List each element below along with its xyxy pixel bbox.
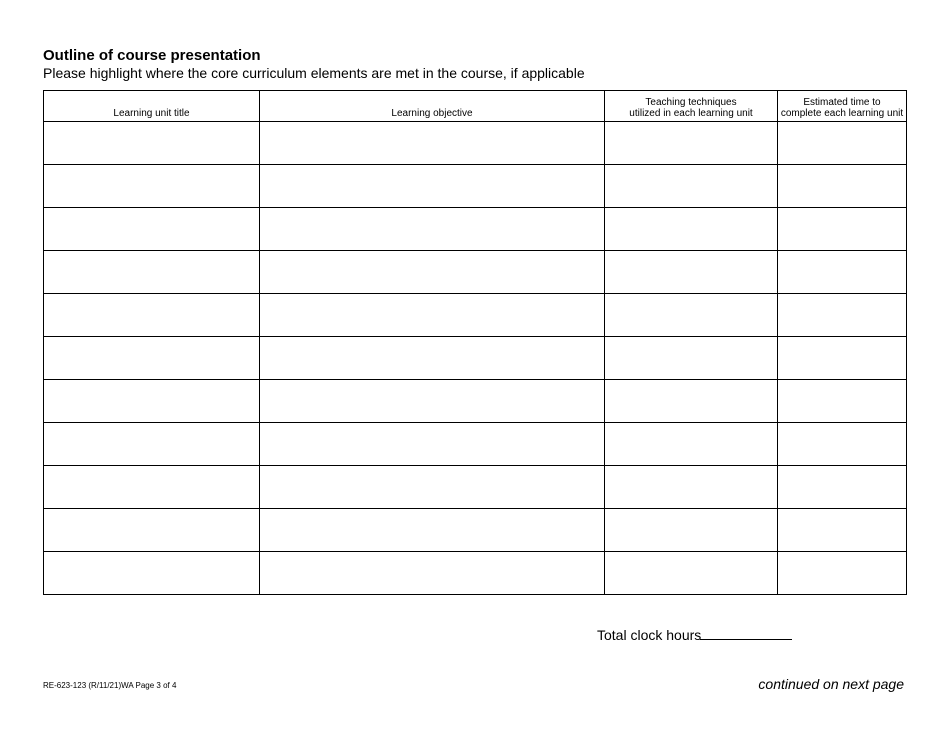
learning-objective-cell[interactable] — [260, 294, 605, 337]
table-row — [44, 552, 907, 595]
header-line: Estimated time to — [803, 97, 881, 108]
learning-unit-title-cell[interactable] — [44, 337, 260, 380]
learning-objective-cell[interactable] — [260, 466, 605, 509]
teaching-techniques-cell[interactable] — [605, 423, 778, 466]
estimated-time-cell[interactable] — [778, 380, 907, 423]
course-outline-table — [43, 90, 907, 595]
teaching-techniques-cell[interactable] — [605, 466, 778, 509]
teaching-techniques-cell[interactable] — [605, 509, 778, 552]
learning-objective-cell[interactable] — [260, 165, 605, 208]
learning-unit-title-cell[interactable] — [44, 251, 260, 294]
learning-objective-cell[interactable] — [260, 251, 605, 294]
table-row — [44, 165, 907, 208]
header-line: Learning objective — [391, 108, 473, 119]
estimated-time-cell[interactable] — [778, 337, 907, 380]
learning-objective-cell[interactable] — [260, 208, 605, 251]
learning-objective-cell[interactable] — [260, 552, 605, 595]
teaching-techniques-cell[interactable] — [605, 251, 778, 294]
learning-objective-cell[interactable] — [260, 122, 605, 165]
learning-unit-title-cell[interactable] — [44, 208, 260, 251]
estimated-time-cell[interactable] — [778, 251, 907, 294]
estimated-time-cell[interactable] — [778, 552, 907, 595]
header-line: complete each learning unit — [780, 108, 904, 119]
learning-unit-title-cell[interactable] — [44, 294, 260, 337]
teaching-techniques-cell[interactable] — [605, 165, 778, 208]
learning-unit-title-cell[interactable] — [44, 552, 260, 595]
learning-objective-cell[interactable] — [260, 380, 605, 423]
total-clock-hours-label: Total clock hours — [597, 627, 702, 643]
teaching-techniques-cell[interactable] — [605, 380, 778, 423]
learning-unit-title-cell[interactable] — [44, 380, 260, 423]
table-row — [44, 423, 907, 466]
table-row — [44, 122, 907, 165]
table-row — [44, 208, 907, 251]
total-clock-hours-field[interactable] — [700, 639, 792, 640]
estimated-time-cell[interactable] — [778, 122, 907, 165]
header-estimated-time — [778, 91, 907, 122]
learning-unit-title-cell[interactable] — [44, 509, 260, 552]
table-row — [44, 466, 907, 509]
table-row — [44, 337, 907, 380]
table-row — [44, 251, 907, 294]
teaching-techniques-cell[interactable] — [605, 337, 778, 380]
learning-unit-title-cell[interactable] — [44, 165, 260, 208]
table-row — [44, 380, 907, 423]
section-instruction: Please highlight where the core curriculum elements are met in the course, if applicable — [43, 65, 585, 81]
teaching-techniques-cell[interactable] — [605, 552, 778, 595]
table-body — [44, 122, 907, 595]
header-line: Teaching techniques — [645, 97, 737, 108]
teaching-techniques-cell[interactable] — [605, 122, 778, 165]
learning-unit-title-cell[interactable] — [44, 423, 260, 466]
form-identifier: RE-623-123 (R/11/21)WA Page 3 of 4 — [43, 681, 177, 690]
header-line: utilized in each learning unit — [629, 108, 753, 119]
header-learning-unit-title — [44, 91, 260, 122]
header-line: Learning unit title — [113, 108, 190, 119]
continued-note: continued on next page — [758, 676, 904, 692]
estimated-time-cell[interactable] — [778, 466, 907, 509]
learning-unit-title-cell[interactable] — [44, 466, 260, 509]
learning-objective-cell[interactable] — [260, 509, 605, 552]
learning-objective-cell[interactable] — [260, 337, 605, 380]
table-header-row — [44, 91, 907, 122]
section-title: Outline of course presentation — [43, 47, 261, 64]
teaching-techniques-cell[interactable] — [605, 294, 778, 337]
table-row — [44, 294, 907, 337]
estimated-time-cell[interactable] — [778, 423, 907, 466]
estimated-time-cell[interactable] — [778, 165, 907, 208]
header-teaching-techniques — [605, 91, 778, 122]
header-learning-objective — [260, 91, 605, 122]
table-row — [44, 509, 907, 552]
estimated-time-cell[interactable] — [778, 294, 907, 337]
learning-unit-title-cell[interactable] — [44, 122, 260, 165]
teaching-techniques-cell[interactable] — [605, 208, 778, 251]
estimated-time-cell[interactable] — [778, 509, 907, 552]
estimated-time-cell[interactable] — [778, 208, 907, 251]
learning-objective-cell[interactable] — [260, 423, 605, 466]
